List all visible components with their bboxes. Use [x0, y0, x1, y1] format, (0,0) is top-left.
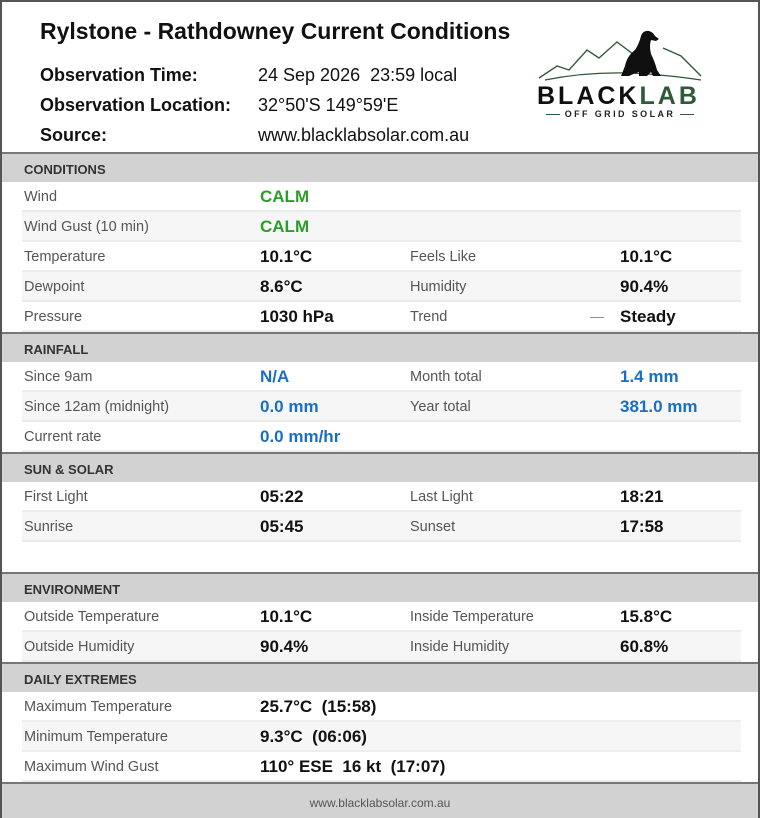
trend-label: Trend — [410, 309, 448, 325]
max-wind-gust-value: 110° ESE 16 kt (17:07) — [260, 757, 446, 776]
feels-like-value: 10.1°C — [620, 247, 673, 266]
temperature-value: 10.1°C — [260, 247, 313, 266]
year-total-label: Year total — [410, 399, 471, 415]
row-first-light — [22, 482, 741, 512]
row-wind-gust — [22, 212, 741, 242]
row-outside-temperature — [22, 602, 741, 632]
wind-gust-value: CALM — [260, 217, 310, 236]
section-header-sun-solar: SUN & SOLAR — [2, 452, 758, 482]
since-9am-value: N/A — [260, 367, 290, 386]
outside-humidity-label: Outside Humidity — [24, 639, 135, 655]
wind-label: Wind — [24, 189, 58, 205]
inside-temperature-value: 15.8°C — [620, 607, 673, 626]
humidity-value: 90.4% — [620, 277, 669, 296]
row-outside-humidity — [22, 632, 741, 662]
outside-temperature-value: 10.1°C — [260, 607, 313, 626]
dewpoint-value: 8.6°C — [260, 277, 303, 296]
row-max-wind-gust — [22, 752, 741, 782]
source-link[interactable]: www.blacklabsolar.com.au — [258, 125, 470, 145]
row-min-temperature — [22, 722, 741, 752]
source-label: Source: — [40, 125, 108, 145]
outside-humidity-value: 90.4% — [260, 637, 309, 656]
footer-link[interactable]: www.blacklabsolar.com.au — [309, 796, 451, 810]
first-light-value: 05:22 — [260, 487, 304, 506]
first-light-label: First Light — [24, 489, 88, 505]
max-temperature-label: Maximum Temperature — [24, 699, 173, 715]
min-temperature-value: 9.3°C (06:06) — [260, 727, 367, 746]
section-header-rainfall: RAINFALL — [2, 332, 758, 362]
page-title: Rylstone - Rathdowney Current Conditions — [40, 18, 511, 44]
humidity-label: Humidity — [410, 279, 467, 295]
since-midnight-label: Since 12am (midnight) — [24, 399, 170, 415]
pressure-label: Pressure — [24, 309, 83, 325]
sunset-value: 17:58 — [620, 517, 664, 536]
max-temperature-value: 25.7°C (15:58) — [260, 697, 377, 716]
logo-subtitle: OFF GRID SOLAR — [538, 109, 702, 119]
logo-wordmark: BLACKLAB — [537, 82, 700, 110]
observation-location-value: 32°50'S 149°59'E — [258, 95, 399, 115]
month-total-label: Month total — [410, 369, 482, 385]
row-wind — [22, 182, 741, 212]
sunrise-value: 05:45 — [260, 517, 304, 536]
current-rate-value: 0.0 mm/hr — [260, 427, 341, 446]
month-total-value: 1.4 mm — [620, 367, 679, 386]
row-sunrise — [22, 512, 741, 542]
last-light-label: Last Light — [410, 489, 473, 505]
dewpoint-label: Dewpoint — [24, 279, 85, 295]
outside-temperature-label: Outside Temperature — [24, 609, 160, 625]
row-max-temperature — [22, 692, 741, 722]
since-midnight-value: 0.0 mm — [260, 397, 319, 416]
observation-location-label: Observation Location: — [40, 95, 232, 115]
sunrise-label: Sunrise — [24, 519, 74, 535]
row-temperature — [22, 242, 741, 272]
row-since-midnight — [22, 392, 741, 422]
inside-humidity-value: 60.8% — [620, 637, 669, 656]
current-rate-label: Current rate — [24, 429, 102, 445]
observation-time-value: 24 Sep 2026 23:59 local — [258, 65, 458, 85]
trend-steady-icon: — — [590, 308, 604, 324]
since-9am-label: Since 9am — [24, 369, 93, 385]
year-total-value: 381.0 mm — [620, 397, 698, 416]
max-wind-gust-label: Maximum Wind Gust — [24, 759, 159, 775]
section-header-conditions: CONDITIONS — [2, 152, 758, 182]
row-current-rate — [22, 422, 741, 452]
pressure-value: 1030 hPa — [260, 307, 334, 326]
observation-time-label: Observation Time: — [40, 65, 198, 85]
section-header-daily-extremes: DAILY EXTREMES — [2, 662, 758, 692]
wind-value: CALM — [260, 187, 310, 206]
temperature-label: Temperature — [24, 249, 106, 265]
feels-like-label: Feels Like — [410, 249, 477, 265]
section-header-environment: ENVIRONMENT — [2, 572, 758, 602]
sunset-label: Sunset — [410, 519, 456, 535]
row-since-9am — [22, 362, 741, 392]
report-header — [2, 2, 758, 152]
min-temperature-label: Minimum Temperature — [24, 729, 168, 745]
row-dewpoint — [22, 272, 741, 302]
spacer — [2, 544, 758, 572]
inside-humidity-label: Inside Humidity — [410, 639, 510, 655]
footer — [2, 782, 758, 818]
last-light-value: 18:21 — [620, 487, 664, 506]
wind-gust-label: Wind Gust (10 min) — [24, 219, 149, 235]
trend-value: Steady — [620, 307, 676, 326]
row-pressure — [22, 302, 741, 332]
inside-temperature-label: Inside Temperature — [410, 609, 534, 625]
